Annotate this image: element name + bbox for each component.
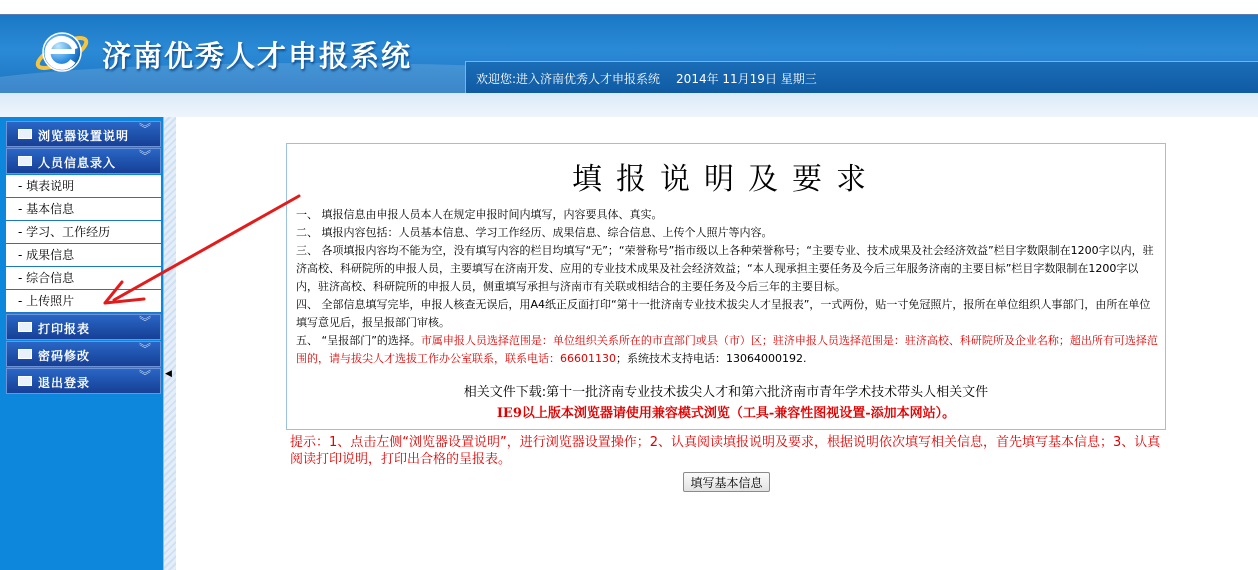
- menu-print-report[interactable]: [6, 314, 161, 340]
- menu-label: 退出登录: [38, 376, 91, 390]
- sub-header-bar: [0, 93, 1258, 118]
- menu-logout[interactable]: [6, 368, 161, 394]
- menu-label: 密码修改: [38, 349, 91, 363]
- chevron-down-icon: ︾: [138, 315, 151, 329]
- instructions-list: [296, 206, 1158, 368]
- sidebar-item-instructions[interactable]: - 填表说明: [6, 175, 161, 198]
- menu-label: 浏览器设置说明: [38, 129, 130, 143]
- chevron-down-icon: ︾: [138, 149, 151, 163]
- instruction-item: 二、 填报内容包括：人员基本信息、学习工作经历、成果信息、综合信息、上传个人照片等内容。: [296, 226, 773, 239]
- sidebar-item-comprehensive[interactable]: - 综合信息: [6, 267, 161, 290]
- sidebar-item-basic-info[interactable]: - 基本信息: [6, 198, 161, 221]
- menu-label: 打印报表: [38, 322, 91, 336]
- chevron-down-icon: ︾: [138, 369, 151, 383]
- ie-logo-icon: [34, 23, 90, 79]
- instruction-item: 三、 各项填报内容均不能为空，没有填写内容的栏目均填写“无”；“荣誉称号”指市级以上各种荣誉称号；“主要专业、技术成果及社会经济效益”栏目字数限制在1200字以内，驻济高校、科研院所的申报人员，主要填写在济南开发、应用的专业技术成果及社会经济效益；“本人现承担主要任务及今后三年服务济南的主要目标”栏目字数限制在1200字以内，驻济高校、科研院所的申报人员，侧重填写承担与济南市有关联或相结合的主要任务及今后三年的主要目标。: [296, 244, 1154, 293]
- system-title: 济南优秀人才申报系统: [102, 39, 413, 73]
- current-date: 2014年 11月19日 星期三: [676, 72, 817, 86]
- sidebar-splitter[interactable]: [163, 117, 176, 570]
- chevron-down-icon: ︾: [138, 342, 151, 356]
- window-icon: [18, 156, 32, 166]
- download-link[interactable]: 相关文件下载:第十一批济南专业技术拔尖人才和第六批济南市青年学术技术带头人相关文件: [463, 385, 989, 400]
- page-title: 填报说明及要求: [572, 162, 880, 197]
- menu-label: 人员信息录入: [38, 156, 117, 170]
- sidebar-item-achievements[interactable]: - 成果信息: [6, 244, 161, 267]
- window-icon: [18, 322, 32, 332]
- tip-text: 提示：1、点击左侧“浏览器设置说明”，进行浏览器设置操作；2、认真阅读填报说明及要求，根据说明依次填写相关信息，首先填写基本信息；3、认真阅读打印说明，打印出合格的呈报表。: [290, 435, 1161, 467]
- support-phone: ；系统技术支持电话：13064000192.: [616, 352, 807, 365]
- instruction-item: 一、 填报信息由申报人员本人在规定申报时间内填写，内容要具体、真实。: [296, 208, 663, 221]
- chevron-down-icon: ︾: [138, 122, 151, 136]
- fill-basic-info-button[interactable]: 填写基本信息: [683, 472, 770, 492]
- menu-personal-info[interactable]: [6, 148, 161, 174]
- window-icon: [18, 349, 32, 359]
- welcome-bar: [465, 61, 1258, 93]
- window-icon: [18, 129, 32, 139]
- top-strip: [0, 0, 1258, 15]
- sidebar-item-upload-photo[interactable]: - 上传照片: [6, 290, 161, 313]
- menu-browser-settings[interactable]: [6, 121, 161, 147]
- annotation-arrow-icon: [100, 190, 310, 310]
- sidebar-item-experience[interactable]: - 学习、工作经历: [6, 221, 161, 244]
- instruction-item: 四、 全部信息填写完毕，申报人核查无误后，用A4纸正反面打印“第十一批济南专业技术拔尖人才呈报表”，一式两份，贴一寸免冠照片，报所在单位组织人事部门，由所在单位填写意见后，报呈报部门审核。: [296, 298, 1151, 329]
- sidebar: [0, 117, 163, 570]
- welcome-message: 欢迎您:进入济南优秀人才申报系统: [476, 72, 661, 86]
- ie9-compat-notice: IE9以上版本浏览器请使用兼容模式浏览（工具-兼容性图视设置-添加本网站）。: [496, 406, 956, 421]
- collapse-sidebar-icon[interactable]: ◀: [165, 369, 172, 379]
- instruction-prefix: 五、 “呈报部门”的选择。: [296, 334, 421, 347]
- department-scope-note: 市属申报人员选择范围是：单位组织关系所在的市直部门或县（市）区；驻济申报人员选择范围是：驻济高校、科研院所及企业名称；超出所有可选择范围的，请与拔尖人才选拔工作办公室联系，联系电话：66601130: [296, 334, 1158, 365]
- menu-change-password[interactable]: [6, 341, 161, 367]
- instructions-panel: [286, 143, 1166, 430]
- instruction-item: [296, 332, 1158, 368]
- window-icon: [18, 376, 32, 386]
- app-header: [0, 15, 1258, 93]
